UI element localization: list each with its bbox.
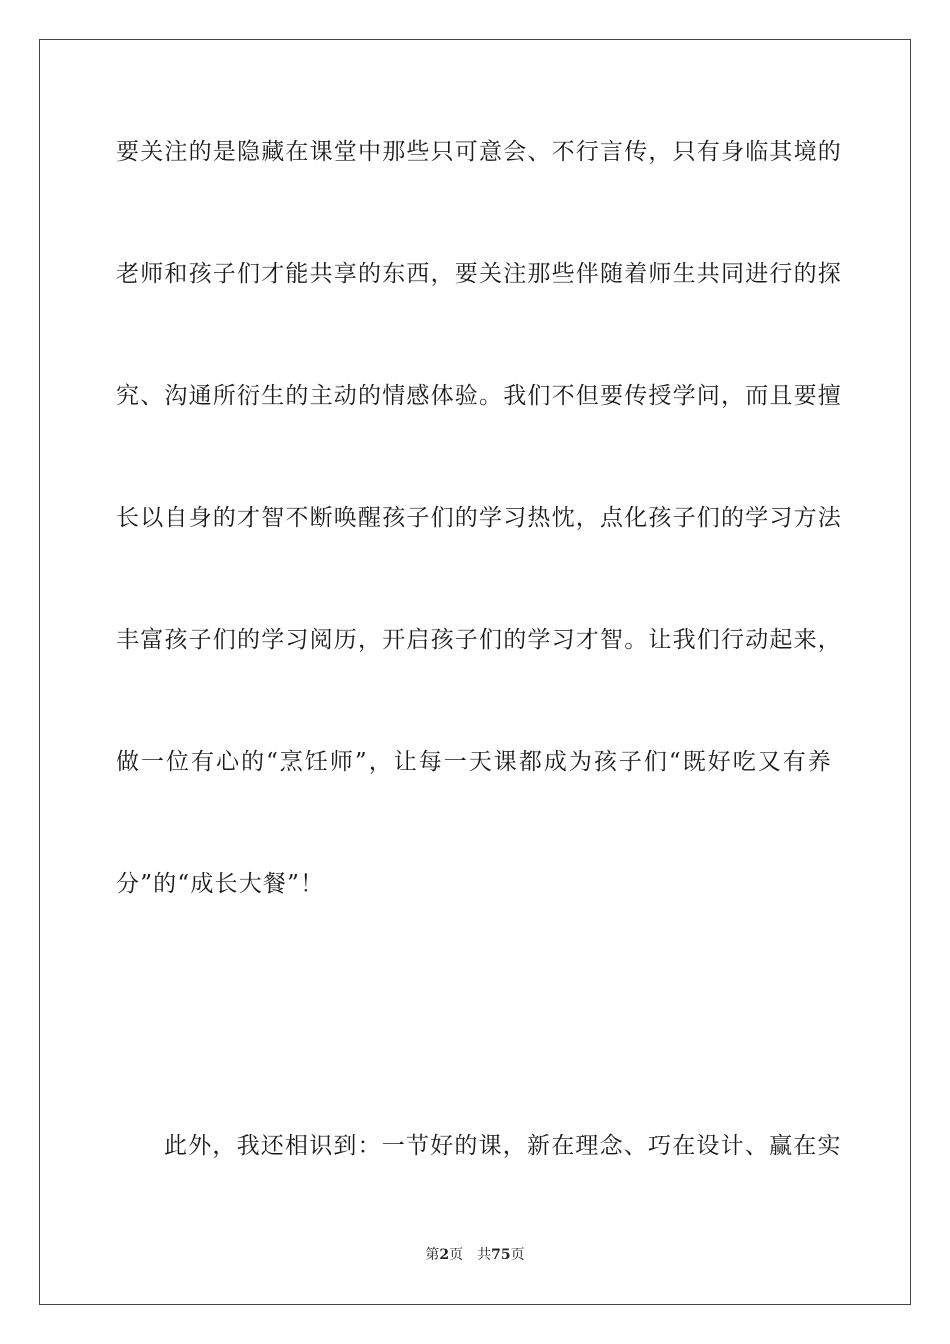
footer-total-suffix: 页 xyxy=(510,1247,525,1263)
page-footer xyxy=(0,1245,950,1265)
page-border xyxy=(39,39,911,1305)
text-line-2: 老师和孩子们才能共享的东西，要关注那些伴随着师生共同进行的探 xyxy=(116,261,842,287)
text-line-3: 究、沟通所衍生的主动的情感体验。我们不但要传授学问，而且要擅 xyxy=(116,383,842,409)
text-line-6: 做一位有心的“烹饪师”，让每一天课都成为孩子们“既好吃又有养 xyxy=(116,749,832,775)
text-line-4: 长以自身的才智不断唤醒孩子们的学习热忱，点化孩子们的学习方法 xyxy=(116,505,842,531)
footer-page-number: 2 xyxy=(439,1247,450,1263)
text-line-5: 丰富孩子们的学习阅历，开启孩子们的学习才智。让我们行动起来， xyxy=(116,627,842,653)
footer-total-prefix: 共 xyxy=(477,1247,492,1263)
footer-page-suffix: 页 xyxy=(449,1247,464,1263)
text-line-1: 要关注的是隐藏在课堂中那些只可意会、不行言传，只有身临其境的 xyxy=(116,139,842,165)
text-line-7: 分”的“成长大餐”！ xyxy=(116,871,325,897)
footer-total-pages: 75 xyxy=(491,1247,511,1263)
paragraph-2-first-line: 此外，我还相识到：一节好的课，新在理念、巧在设计、赢在实 xyxy=(164,1133,842,1159)
footer-page-prefix: 第 xyxy=(425,1247,440,1263)
